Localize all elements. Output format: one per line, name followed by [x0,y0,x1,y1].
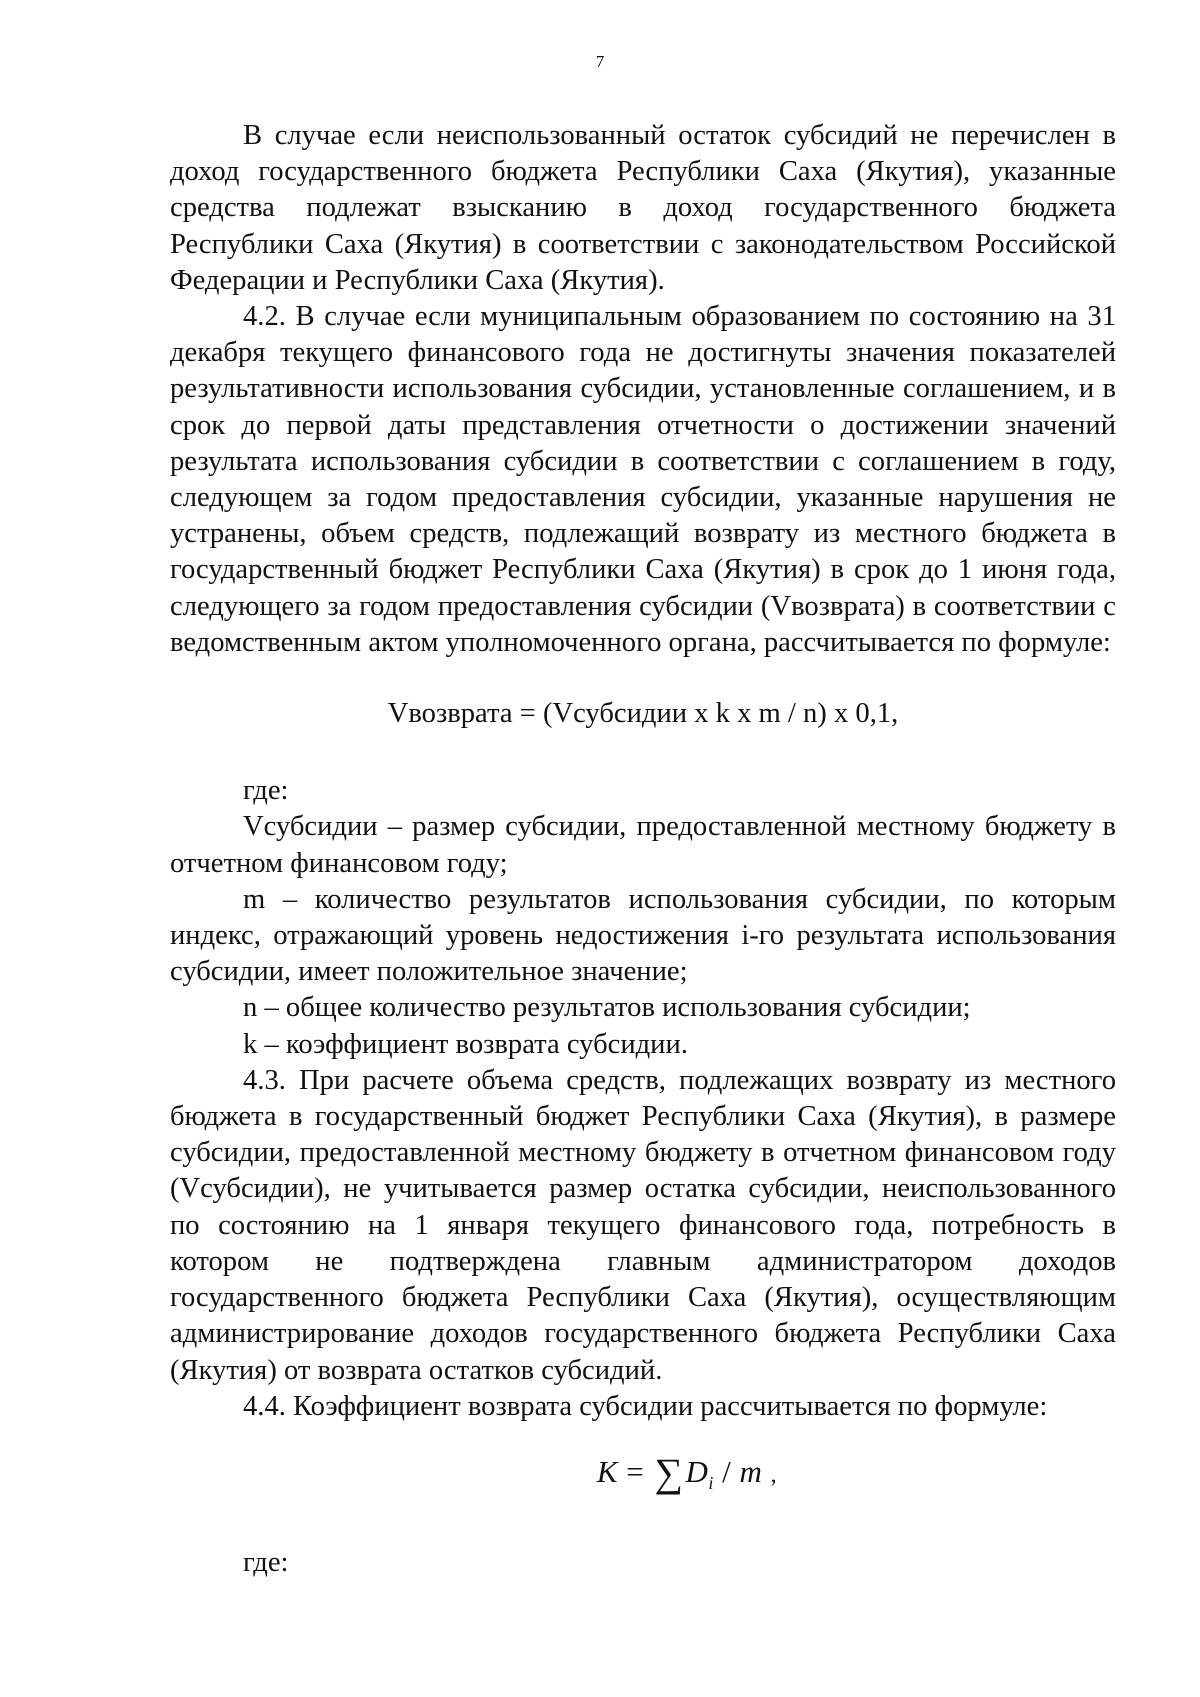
formula-coefficient-expression [509,1451,777,1501]
definition-m: m – количество результатов использования субсидии, по которым индекс, отражающий уровень недостижения i-го результата использования субсидии, имеет положительное значение; [170,883,1116,988]
formula-subscript: i [708,1473,714,1494]
where-label-2: где: [243,1546,289,1578]
formula-term: D [685,1453,709,1489]
paragraph-4-2: 4.2. В случае если муниципальным образованием по состоянию на 31 декабря текущего финансового года не достигнуты значения показателей результативности использования субсидии, установленные соглашением, и в срок до первой даты представления отчетности о достижении значений результата использования субсидии в соответствии с соглашением в году, следующем за годом предоставления субсидии, указанные нарушения не устранены, объем средств, подлежащий возврату из местного бюджета в государственный бюджет Республики Саха (Якутия) в срок до 1 июня года, следующего за годом предоставления субсидии (Vвозврата) в соответствии с ведомственным актом уполномоченного органа, рассчитывается по формуле: [170,301,1116,658]
formula-trailing-comma: , [770,1461,778,1488]
formula-return-volume: Vвозврата = (Vсубсидии x k x m / n) x 0,1, [387,698,899,730]
paragraph-unused-balance: В случае если неиспользованный остаток субсидий не перечислен в доход государственного бюджета Республики Саха (Якутия), указанные средства подлежат взысканию в доход государственного бюджета Республики Саха (Якутия) в соответствии с законодательством Российской Федерации и Республики Саха (Якутия). [170,120,1116,296]
definition-v-subsidy: Vсубсидии – размер субсидии, предоставленной местному бюджету в отчетном финансовом году; [170,811,1116,879]
formula-coefficient [170,1451,1116,1523]
paragraph-4-3: 4.3. При расчете объема средств, подлежащих возврату из местного бюджета в государственный бюджет Республики Саха (Якутия), в размере субсидии, предоставленной местному бюджету в отчетном финансовом году (Vсубсидии), не учитывается размер остатка субсидии, неиспользованного по состоянию на 1 января текущего финансового года, потребность в котором не подтверждена главным администратором доходов государственного бюджета Республики Саха (Якутия), осуществляющим администрирование доходов государственного бюджета Республики Саха (Якутия) от возврата остатков субсидий. [170,1064,1116,1386]
definition-k: k – коэффициент возврата субсидии. [243,1028,688,1060]
formula-lhs: K [596,1453,618,1489]
paragraph-4-4: 4.4. Коэффициент возврата субсидии рассчитывается по формуле: [243,1390,1048,1422]
page-number: 7 [595,52,605,71]
formula-divide: / [722,1453,732,1489]
formula-denominator: m [739,1453,763,1489]
document-body [170,118,1116,1581]
where-label: где: [243,775,289,807]
sum-symbol: ∑ [654,1449,684,1495]
formula-equals: = [626,1453,645,1489]
definition-n: n – общее количество результатов использования субсидии; [243,992,971,1024]
